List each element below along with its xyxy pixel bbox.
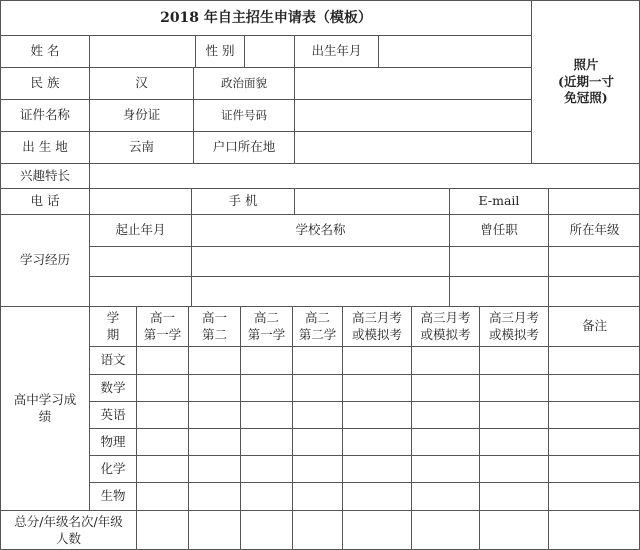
grade-cell[interactable] [240,428,292,455]
grade-cell[interactable] [136,346,188,374]
grade-cell[interactable] [411,455,479,482]
hobby-label: 兴趣特长 [0,163,89,188]
total-remark-cell[interactable] [548,510,640,550]
remark-cell[interactable] [548,346,640,374]
remark-cell[interactable] [548,428,640,455]
gender-field[interactable] [244,35,294,67]
grade-cell[interactable] [479,455,548,482]
id-number-field[interactable] [294,99,531,131]
term-header-4: 高二 第二学 [292,306,342,346]
study-header-position: 曾任职 [449,214,548,246]
grade-cell[interactable] [292,401,342,428]
id-type-value[interactable]: 身份证 [89,99,193,131]
grade-cell[interactable] [240,482,292,510]
phone-field[interactable] [89,188,191,214]
total-rank-cell[interactable] [292,510,342,550]
grade-cell[interactable] [411,374,479,401]
grade-cell[interactable] [292,482,342,510]
study-row-1-position[interactable] [449,246,548,276]
grade-cell[interactable] [292,374,342,401]
term-header-6: 高三月考 或模拟考 [411,306,479,346]
term-header-5: 高三月考 或模拟考 [342,306,411,346]
grade-cell[interactable] [292,455,342,482]
birthplace-value[interactable]: 云南 [89,131,193,163]
subject-label: 英语 [89,401,136,428]
grade-cell[interactable] [342,428,411,455]
grade-cell[interactable] [479,374,548,401]
phone-label: 电 话 [0,188,89,214]
email-field[interactable] [548,188,640,214]
study-header-period: 起止年月 [89,214,191,246]
grade-cell[interactable] [479,482,548,510]
term-header-1: 高一 第一学 [136,306,188,346]
grade-cell[interactable] [136,428,188,455]
grade-cell[interactable] [479,401,548,428]
grade-cell[interactable] [188,482,240,510]
grade-cell[interactable] [240,455,292,482]
term-header-7: 高三月考 或模拟考 [479,306,548,346]
total-rank-cell[interactable] [188,510,240,550]
ethnicity-label: 民 族 [0,67,89,99]
total-rank-cell[interactable] [411,510,479,550]
study-history-label: 学习经历 [0,214,89,306]
subject-label: 语文 [89,346,136,374]
grade-cell[interactable] [188,374,240,401]
grade-cell[interactable] [479,428,548,455]
subject-label: 化学 [89,455,136,482]
household-field[interactable] [294,131,531,163]
grade-cell[interactable] [411,401,479,428]
grade-cell[interactable] [136,401,188,428]
email-label: E-mail [449,188,548,214]
grade-cell[interactable] [411,428,479,455]
grade-cell[interactable] [240,346,292,374]
grade-cell[interactable] [342,455,411,482]
grade-cell[interactable] [188,455,240,482]
subject-label: 物理 [89,428,136,455]
form-title: 2018 年自主招生申请表（模板） [0,0,531,35]
grade-cell[interactable] [136,455,188,482]
grade-cell[interactable] [188,401,240,428]
grade-cell[interactable] [479,346,548,374]
term-header-2: 高一 第二 [188,306,240,346]
hobby-field[interactable] [89,163,640,188]
term-label: 学 期 [89,306,136,346]
study-row-2-school[interactable] [191,276,449,306]
total-rank-cell[interactable] [342,510,411,550]
study-row-1-school[interactable] [191,246,449,276]
grade-cell[interactable] [240,401,292,428]
remark-cell[interactable] [548,374,640,401]
political-field[interactable] [294,67,531,99]
grade-cell[interactable] [188,428,240,455]
remark-cell[interactable] [548,455,640,482]
total-rank-cell[interactable] [240,510,292,550]
photo-box[interactable]: 照片 (近期一寸 免冠照) [531,0,640,163]
study-row-1-period[interactable] [89,246,191,276]
mobile-label: 手 机 [191,188,294,214]
term-header-3: 高二 第一学 [240,306,292,346]
birth-label: 出生年月 [294,35,378,67]
subject-label: 数学 [89,374,136,401]
study-row-2-grade[interactable] [548,276,640,306]
mobile-field[interactable] [294,188,449,214]
grade-cell[interactable] [342,346,411,374]
grade-cell[interactable] [411,482,479,510]
grade-cell[interactable] [240,374,292,401]
remark-cell[interactable] [548,401,640,428]
grade-cell[interactable] [292,428,342,455]
study-header-school: 学校名称 [191,214,449,246]
ethnicity-value[interactable]: 汉 [89,67,193,99]
subject-label: 生物 [89,482,136,510]
name-label: 姓 名 [0,35,89,67]
study-row-2-position[interactable] [449,276,548,306]
birth-field[interactable] [378,35,531,67]
remark-cell[interactable] [548,482,640,510]
grade-cell[interactable] [411,346,479,374]
total-rank-cell[interactable] [479,510,548,550]
study-row-2-period[interactable] [89,276,191,306]
study-row-1-grade[interactable] [548,246,640,276]
birthplace-label: 出 生 地 [0,131,89,163]
id-type-label: 证件名称 [0,99,89,131]
grade-cell[interactable] [342,482,411,510]
name-field[interactable] [89,35,195,67]
study-header-grade: 所在年级 [548,214,640,246]
grade-cell[interactable] [342,401,411,428]
grade-cell[interactable] [136,482,188,510]
total-rank-label: 总分/年级名次/年级 人数 [0,510,136,550]
grade-cell[interactable] [342,374,411,401]
grade-cell[interactable] [188,346,240,374]
political-label: 政治面貌 [193,67,294,99]
grade-cell[interactable] [136,374,188,401]
grade-cell[interactable] [292,346,342,374]
grades-section-label: 高中学习成 绩 [0,306,89,510]
gender-label: 性 别 [195,35,244,67]
id-number-label: 证件号码 [193,99,294,131]
household-label: 户口所在地 [193,131,294,163]
remark-header: 备注 [548,306,640,346]
total-rank-cell[interactable] [136,510,188,550]
